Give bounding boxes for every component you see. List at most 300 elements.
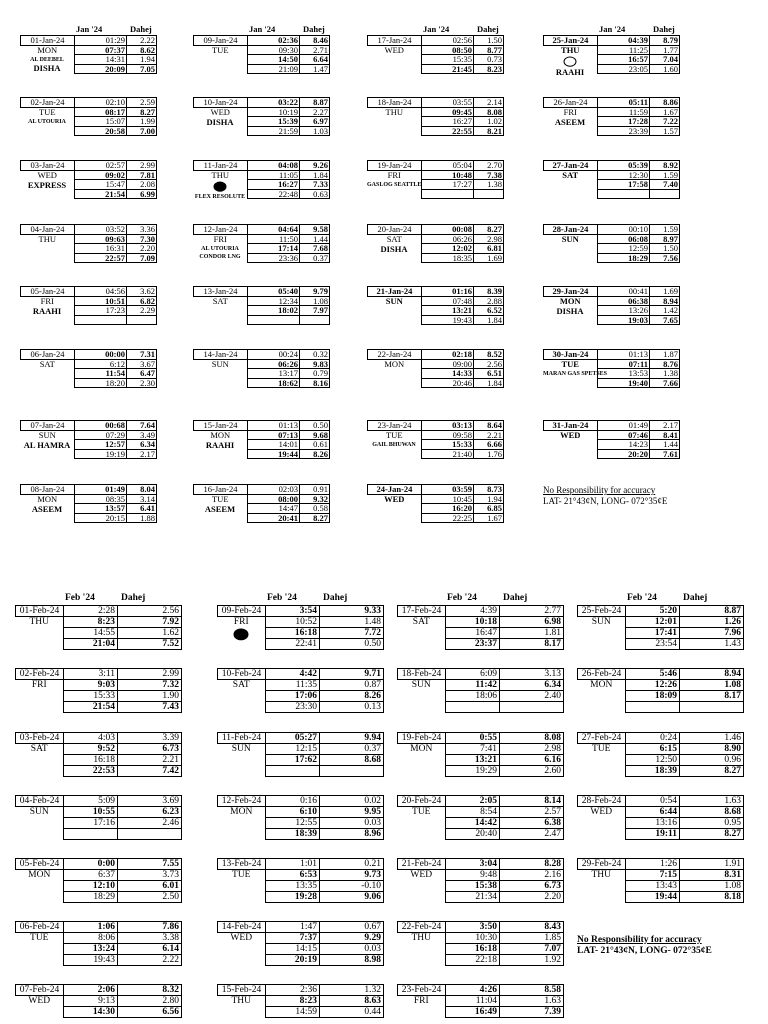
empty-cell (368, 117, 422, 127)
tide-time: 18:35 (422, 253, 474, 263)
tide-time: 06:26 (248, 359, 300, 369)
tide-height: 6.81 (474, 244, 504, 254)
tide-time: 20:41 (248, 513, 300, 523)
tide-row (21, 513, 157, 523)
tide-day-block (217, 732, 384, 777)
month-header: Feb '24 (627, 593, 657, 603)
tide-height: 6.73 (500, 881, 564, 892)
tide-height: 1.59 (650, 170, 680, 180)
tide-time: 08:00 (248, 494, 300, 504)
tide-time: 23:36 (248, 253, 300, 263)
tide-time: 07:29 (75, 430, 127, 440)
tide-time: 19:44 (248, 449, 300, 459)
weekday-cell: THU (411, 933, 432, 944)
month-header: Jan '24 (423, 24, 450, 34)
tide-day-block (15, 732, 182, 777)
vessel-name: DISHA (33, 63, 61, 73)
tide-height: 9.73 (320, 870, 384, 881)
tide-height: 3.14 (127, 494, 157, 504)
tide-row (578, 870, 744, 881)
tide-height: 2.77 (500, 606, 564, 617)
tide-row (21, 98, 157, 108)
tide-time: 21:34 (446, 892, 500, 903)
tide-height: 0.87 (320, 680, 384, 691)
tide-row (368, 296, 504, 306)
tide-time: 16:49 (446, 1007, 500, 1018)
tide-day-table (367, 420, 504, 459)
empty-cell (218, 766, 266, 777)
tide-row (21, 253, 157, 263)
tide-time: 09:58 (422, 430, 474, 440)
weekday-cell: TUE (232, 870, 251, 881)
tide-row (194, 64, 330, 74)
tide-height (650, 189, 680, 199)
tide-time (626, 702, 680, 713)
tide-height: 2.30 (127, 378, 157, 388)
tide-row (398, 881, 564, 892)
tide-height: 0.63 (300, 189, 330, 199)
date-cell: 07-Jan-24 (21, 421, 75, 431)
tide-day-block (15, 795, 182, 840)
weekday-cell: FRI (387, 170, 401, 180)
tide-height: 2.99 (127, 161, 157, 171)
tide-row (16, 669, 182, 680)
date-cell: 21-Jan-24 (368, 287, 422, 297)
empty-cell (194, 64, 248, 74)
weekday-cell: WED (384, 45, 404, 55)
weekday-cell: WED (410, 870, 433, 881)
tide-height: 1.59 (650, 225, 680, 235)
weekday-cell: TUE (211, 45, 229, 55)
tide-time: 11:35 (266, 680, 320, 691)
tide-height: 6.82 (127, 296, 157, 306)
tide-row (194, 45, 330, 55)
tide-height: 1.62 (118, 628, 182, 639)
tide-height: 7.52 (118, 639, 182, 650)
vessel-name: AL DEEBEL (30, 57, 64, 63)
vessel-notes (20, 505, 74, 513)
tide-time: 21:54 (64, 702, 118, 713)
tide-row (578, 807, 744, 818)
tide-time: 14:33 (422, 369, 474, 379)
tide-height: 2.17 (127, 449, 157, 459)
tide-day-table (577, 668, 744, 713)
tide-row (544, 126, 680, 136)
tide-day-table (217, 984, 384, 1018)
tide-time: 06:26 (422, 234, 474, 244)
tide-day-table (193, 35, 330, 74)
tide-day-block (193, 35, 330, 74)
tide-height: 1.08 (680, 680, 744, 691)
tide-time: 22:25 (422, 513, 474, 523)
tide-time: 16:20 (422, 504, 474, 514)
empty-cell (16, 829, 64, 840)
tide-row (21, 161, 157, 171)
port-header: Dahej (303, 24, 325, 34)
tide-day-block (193, 97, 330, 136)
tide-time: 20:46 (422, 378, 474, 388)
tide-height: 1.76 (474, 449, 504, 459)
tide-height: 1.32 (320, 985, 384, 996)
tide-row (194, 359, 330, 369)
weekday-cell: MON (28, 870, 51, 881)
month-header: Jan '24 (599, 24, 626, 34)
tide-day-block (15, 668, 182, 713)
tide-height: 6.14 (118, 944, 182, 955)
tide-time: 4:39 (446, 606, 500, 617)
tide-height: 7.61 (650, 449, 680, 459)
weekday-cell: THU (385, 107, 403, 117)
tide-row (578, 669, 744, 680)
tide-time: 7:37 (266, 933, 320, 944)
tide-day-table (217, 858, 384, 903)
tide-height: 1.69 (474, 253, 504, 263)
tide-day-table (15, 984, 182, 1018)
tide-time: 06:38 (598, 296, 650, 306)
tide-time: 09:30 (248, 45, 300, 55)
tide-row (368, 359, 504, 369)
tide-time: 14:31 (75, 55, 127, 65)
tide-time (64, 829, 118, 840)
empty-cell (21, 253, 75, 263)
tide-height: 1.84 (474, 315, 504, 325)
tide-day-block (543, 35, 680, 78)
tide-day-block (193, 160, 330, 199)
tide-time: 05:11 (598, 98, 650, 108)
tide-height: 2.14 (474, 98, 504, 108)
tide-time: 21:54 (75, 189, 127, 199)
tide-height: 1.85 (500, 933, 564, 944)
tide-row (21, 36, 157, 46)
tide-time: 04:08 (248, 161, 300, 171)
tide-row (544, 378, 680, 388)
tide-row (16, 1007, 182, 1018)
tide-height: 1.60 (650, 64, 680, 74)
date-cell: 19-Jan-24 (368, 161, 422, 171)
tide-height: 1.38 (474, 180, 504, 190)
tide-time: 04:64 (248, 225, 300, 235)
tide-row (21, 234, 157, 244)
tide-time: 14:01 (248, 440, 300, 450)
tide-row (398, 859, 564, 870)
tide-row (16, 744, 182, 755)
tide-time: 00:08 (422, 225, 474, 235)
tide-row (194, 369, 330, 379)
tide-height: 7.56 (650, 253, 680, 263)
tide-height: 6.98 (500, 617, 564, 628)
weekday-cell: SUN (211, 359, 229, 369)
tide-height: 8.90 (680, 744, 744, 755)
tide-time: 17:41 (626, 628, 680, 639)
tide-day-table (577, 795, 744, 840)
tide-day-block (577, 858, 744, 903)
tide-day-block (543, 349, 680, 388)
tide-day-table (397, 668, 564, 713)
tide-time: 01:29 (75, 36, 127, 46)
empty-cell (218, 881, 266, 892)
tide-time: 16:27 (422, 117, 474, 127)
tide-time: 9:13 (64, 996, 118, 1007)
tide-row (16, 859, 182, 870)
weekday-cell: MON (37, 494, 58, 504)
tide-height: 1.46 (680, 733, 744, 744)
tide-row (578, 680, 744, 691)
date-cell: 19-Feb-24 (398, 733, 446, 744)
vessel-name: FLEX RESOLUTE (194, 194, 246, 201)
tide-height: 1.67 (474, 513, 504, 523)
tide-row (368, 161, 504, 171)
tide-day-table (397, 921, 564, 966)
tide-row (16, 628, 182, 639)
tide-height: 7.72 (320, 628, 384, 639)
tide-row (398, 755, 564, 766)
tide-height: 1.38 (650, 369, 680, 379)
vessel-name: AL UTOURIA (28, 119, 66, 125)
empty-cell (16, 955, 64, 966)
tide-row (368, 430, 504, 440)
weekday-cell: FRI (233, 617, 249, 628)
tide-row (16, 691, 182, 702)
tide-time: 16:18 (446, 944, 500, 955)
tide-row (16, 733, 182, 744)
tide-row (368, 306, 504, 316)
vessel-notes (367, 245, 421, 253)
tide-time: 05:39 (598, 161, 650, 171)
port-header: Dahej (653, 24, 675, 34)
tide-height: 0.44 (320, 1007, 384, 1018)
tide-height: 0.73 (474, 55, 504, 65)
tide-height: 3.49 (127, 430, 157, 440)
port-header: Dahej (121, 593, 146, 603)
weekday-cell: TUE (561, 359, 579, 369)
tide-time (266, 766, 320, 777)
tide-time: 00:24 (248, 350, 300, 360)
tide-day-table (367, 349, 504, 388)
date-cell: 14-Feb-24 (218, 922, 266, 933)
tide-day-table (15, 795, 182, 840)
tide-time: 22:53 (64, 766, 118, 777)
tide-time: 14:59 (266, 1007, 320, 1018)
tide-row (218, 702, 384, 713)
tide-height: 0.37 (300, 253, 330, 263)
tide-height: 9.33 (320, 606, 384, 617)
tide-height: 6.56 (118, 1007, 182, 1018)
tide-height: 8.86 (650, 98, 680, 108)
date-cell: 18-Feb-24 (398, 669, 446, 680)
tide-height: 0.03 (320, 818, 384, 829)
tide-time: 4:03 (64, 733, 118, 744)
tide-row (544, 253, 680, 263)
empty-cell (368, 369, 422, 379)
tide-height: 1.84 (300, 170, 330, 180)
tide-row (218, 933, 384, 944)
empty-cell (544, 126, 598, 136)
tide-height: 7.04 (650, 55, 680, 65)
empty-cell (194, 126, 248, 136)
tide-time: 6:12 (75, 359, 127, 369)
tide-height: 2.22 (118, 955, 182, 966)
tide-row (218, 829, 384, 840)
tide-row (578, 733, 744, 744)
weekday-cell: THU (38, 234, 56, 244)
tide-row (544, 98, 680, 108)
tide-time: 23:05 (598, 64, 650, 74)
tide-time: 17:27 (422, 180, 474, 190)
tide-day-table (543, 349, 680, 388)
tide-time: 3:04 (446, 859, 500, 870)
tide-time: 0:55 (446, 733, 500, 744)
tide-day-block (367, 160, 504, 199)
tide-height: 9.94 (320, 733, 384, 744)
tide-row (21, 350, 157, 360)
tide-height: 8.17 (500, 639, 564, 650)
tide-height: 9.32 (300, 494, 330, 504)
tide-height: 8.41 (650, 430, 680, 440)
tide-time: 5:09 (64, 796, 118, 807)
tide-height: 6.97 (300, 117, 330, 127)
vessel-notes (367, 441, 421, 449)
month-header: Jan '24 (76, 24, 103, 34)
tide-row (398, 702, 564, 713)
tide-time: 09:00 (422, 359, 474, 369)
tide-row (21, 244, 157, 254)
tide-height: 9.95 (320, 807, 384, 818)
tide-day-block (367, 349, 504, 388)
tide-height: 2.40 (500, 691, 564, 702)
tide-time: 21:04 (64, 639, 118, 650)
tide-time: 1:26 (626, 859, 680, 870)
tide-row (398, 796, 564, 807)
tide-height: 1.84 (474, 378, 504, 388)
tide-height: 1.67 (650, 107, 680, 117)
tide-time: 09:02 (75, 170, 127, 180)
tide-time: 13:43 (626, 881, 680, 892)
tide-day-table (577, 605, 744, 650)
tide-time: 10:30 (446, 933, 500, 944)
tide-day-block (193, 420, 330, 459)
empty-cell (194, 513, 248, 523)
tide-height: 8.87 (300, 98, 330, 108)
tide-time: 6:37 (64, 870, 118, 881)
tide-day-block (397, 984, 564, 1018)
empty-cell (218, 1007, 266, 1018)
tide-row (16, 870, 182, 881)
tide-row (578, 829, 744, 840)
date-cell: 25-Feb-24 (578, 606, 626, 617)
weekday-cell: MON (590, 680, 613, 691)
tide-height: 0.50 (300, 421, 330, 431)
tide-row (21, 126, 157, 136)
tide-row (368, 350, 504, 360)
tide-time: 02:36 (248, 36, 300, 46)
tide-day-table (397, 984, 564, 1018)
tide-row (218, 733, 384, 744)
tide-height: 9.83 (300, 359, 330, 369)
tide-height: 8.08 (500, 733, 564, 744)
tide-row (368, 494, 504, 504)
date-cell: 10-Jan-24 (194, 98, 248, 108)
vessel-name: DISHA (556, 306, 584, 316)
tide-day-block (397, 858, 564, 903)
tide-height: 8.43 (500, 922, 564, 933)
vessel-notes (367, 181, 421, 189)
tide-height: 7.81 (127, 170, 157, 180)
tide-time: 03:52 (75, 225, 127, 235)
tide-time: 18:29 (64, 892, 118, 903)
tide-time: 0:16 (266, 796, 320, 807)
tide-time: 10:52 (266, 617, 320, 628)
tide-day-table (367, 160, 504, 199)
date-cell: 14-Jan-24 (194, 350, 248, 360)
tide-day-block (367, 420, 504, 459)
tide-row (578, 892, 744, 903)
tide-row (368, 36, 504, 46)
weekday-cell: SUN (591, 617, 611, 628)
tide-height: 2.27 (300, 107, 330, 117)
tide-row (194, 36, 330, 46)
tide-time: 10:45 (422, 494, 474, 504)
month-header: Jan '24 (249, 24, 276, 34)
tide-time (422, 189, 474, 199)
tide-day-table (577, 858, 744, 903)
tide-height: 7.65 (650, 315, 680, 325)
empty-cell (368, 126, 422, 136)
date-cell: 02-Jan-24 (21, 98, 75, 108)
tide-row (21, 287, 157, 297)
tide-height: 3.69 (118, 796, 182, 807)
vessel-name: CONDOR LNG (199, 254, 241, 260)
vessel-name: ASEEM (204, 504, 236, 514)
tide-height: 0.91 (300, 485, 330, 495)
tide-row (194, 421, 330, 431)
empty-cell (578, 691, 626, 702)
weekday-cell: THU (591, 870, 612, 881)
date-cell: 15-Feb-24 (218, 985, 266, 996)
tide-height: 0.95 (680, 818, 744, 829)
tide-time: 07:48 (422, 296, 474, 306)
tide-time: 23:39 (598, 126, 650, 136)
tide-row (368, 98, 504, 108)
port-header: Dahej (683, 593, 708, 603)
weekday-cell: SAT (232, 680, 250, 691)
tide-day-block (397, 795, 564, 840)
tide-row (21, 315, 157, 325)
date-cell: 31-Jan-24 (544, 421, 598, 431)
tide-row (21, 421, 157, 431)
tide-time: 6:09 (446, 669, 500, 680)
weekday-cell: WED (28, 996, 51, 1007)
tide-day-table (577, 732, 744, 777)
tide-height: 7.33 (300, 180, 330, 190)
date-cell: 12-Jan-24 (194, 225, 248, 235)
tide-height: 7.38 (474, 170, 504, 180)
tide-day-block (193, 224, 330, 263)
tide-day-block (397, 732, 564, 777)
tide-time (598, 189, 650, 199)
tide-time: 11:25 (598, 45, 650, 55)
tide-time: 17:14 (248, 244, 300, 254)
tide-time: 12:15 (266, 744, 320, 755)
date-cell: 28-Jan-24 (544, 225, 598, 235)
weekday-cell: MON (384, 359, 405, 369)
tide-height: 7.42 (118, 766, 182, 777)
empty-cell (398, 1007, 446, 1018)
tide-time: 06:08 (598, 234, 650, 244)
tide-time: 2:05 (446, 796, 500, 807)
tide-time: 00:00 (75, 350, 127, 360)
tide-height: 2.70 (474, 161, 504, 171)
tide-time: 08:35 (75, 494, 127, 504)
